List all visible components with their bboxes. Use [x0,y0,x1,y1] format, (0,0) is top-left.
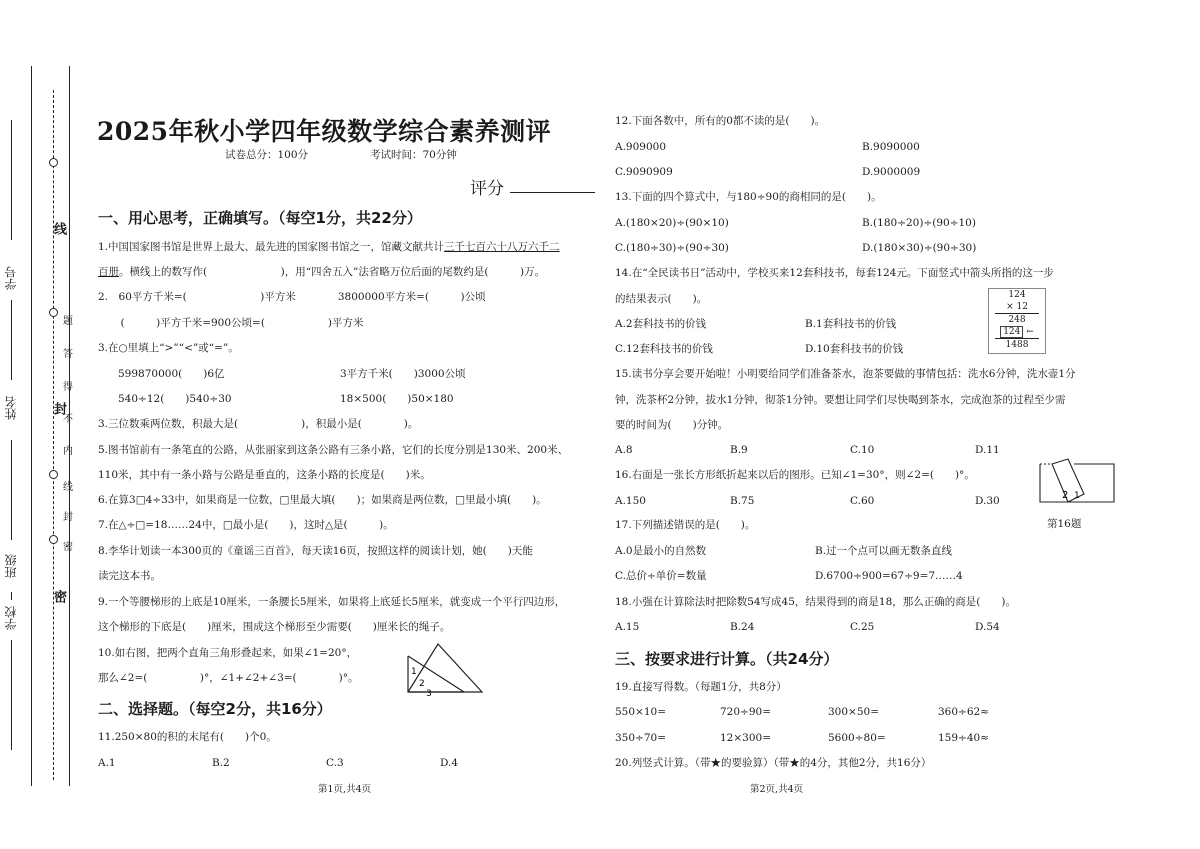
q15-option-a: A.8 [615,444,633,456]
q14-option-b: B.1套科技书的价钱 [805,318,897,330]
q3-item: 540÷12( )540÷30 [118,393,232,405]
q3-item: 599870000( )6亿 [118,368,225,380]
q8-line2: 读完这本书。 [98,570,161,582]
q7-text: 7.在△÷□=18……24中，□最小是( )，这时△是( )。 [98,519,394,531]
side-note: 不 [63,414,73,425]
q17-option-d: D.6700÷900=67÷9=7……4 [815,570,963,582]
q10-triangles-figure [404,640,486,698]
side-note: 答 [63,349,73,360]
q14-option-a: A.2套科技书的价钱 [615,318,707,330]
q14-line2: 的结果表示( )。 [615,293,708,305]
q16-caption: 第16题 [1047,518,1082,530]
svg-text:3: 3 [426,689,432,698]
side-note: 封 [63,512,73,523]
q16-option-b: B.75 [730,495,755,507]
side-note: 内 [63,446,73,457]
q12-text: 12.下面各数中，所有的0都不读的是( )。 [615,115,826,127]
class-label: 班级 [4,554,18,578]
q19-text: 19.直接写得数。（每题1分，共8分） [615,681,787,693]
q10-line1: 10.如右图，把两个直角三角形叠起来，如果∠1=20°， [98,647,358,659]
q5-line2: 110米，其中有一条小路与公路是垂直的，这条小路的长度是( )米。 [98,469,431,481]
q11-option-a: A.1 [98,757,116,769]
q11-option-b: B.2 [212,757,230,769]
q16-option-c: C.60 [850,495,875,507]
name-label: 姓名 [4,396,18,420]
svg-text:1: 1 [1074,491,1080,501]
q1-line2 [98,265,545,279]
q13-text: 13.下面的四个算式中，与180÷90的商相同的是( )。 [615,191,882,203]
q11-option-c: C.3 [326,757,344,769]
q18-option-c: C.25 [850,621,875,633]
q11-option-d: D.4 [440,757,459,769]
q11-text: 11.250×80的积的末尾有( )个0。 [98,731,277,743]
calc-line: 1488 [1005,340,1029,350]
section-3-heading: 三、按要求进行计算。（共24分） [615,650,839,668]
section-1-heading: 一、用心思考，正确填写。（每空1分，共22分） [98,209,422,227]
q15-option-c: C.10 [850,444,875,456]
binding-hole [49,308,58,317]
q8-line1: 8.李华计划读一本300页的《童谣三百首》，每天读16页，按照这样的阅读计划，她( )天能 [98,545,533,557]
q13-option-c: C.(180÷30)÷(90÷30) [615,242,729,254]
q19-item: 550×10= [615,706,666,718]
q9-line2: 这个梯形的下底是( )厘米，围成这个梯形至少需要( )厘米长的绳子。 [98,621,451,633]
student-no-label: 学号 [4,266,18,290]
q1-text-2: 。横线上的数写作( )，用“四舍五入”法省略万位后面的尾数约是( )万。 [119,266,546,278]
svg-text:1: 1 [411,667,417,677]
exam-time: 考试时间：70分钟 [370,149,457,161]
q20-text: 20.列竖式计算。（带★的要验算）（带★的4分，其他2分，共16分） [615,757,932,769]
q9-line1: 9.一个等腰梯形的上底是10厘米，一条腰长5厘米，如果将上底延长5厘米，就变成一个平行四边形， [98,596,566,608]
q1-text: 1.中国国家图书馆是世界上最大、最先进的国家图书馆之一，馆藏文献共计 [98,241,445,253]
q15-option-d: D.11 [975,444,1000,456]
side-note: 线 [63,482,73,493]
q14-option-c: C.12套科技书的价钱 [615,343,713,355]
q5-line1: 5.图书馆前有一条笔直的公路，从张丽家到这条公路有三条小路，它们的长度分别是130米、200米、 [98,444,569,456]
q18-option-b: B.24 [730,621,755,633]
q2-line1: 2. 60平方千米=( )平方米 3800000平方米=( )公顷 [98,291,486,303]
q14-vertical-calculation [988,288,1046,354]
q16-text: 16.右面是一张长方形纸折起来以后的图形。已知∠1=30°，则∠2=( )°。 [615,469,975,481]
q14-line1: 14.在“全民读书日”活动中，学校买来12套科技书，每套124元。下面竖式中箭头所指的这一步 [615,267,1054,279]
svg-text:2: 2 [419,679,425,689]
section-2-heading: 二、选择题。（每空2分，共16分） [98,700,332,718]
calc-line: × 12 [1006,302,1028,312]
q6-text: 6.在算3□4÷33中，如果商是一位数，□里最大填( )；如果商是两位数，□里最小填( )。 [98,494,547,506]
score-blank [510,192,595,193]
q15-option-b: B.9 [730,444,748,456]
q13-option-a: A.(180×20)÷(90×10) [615,217,729,229]
binding-hole [49,470,58,479]
seal-char-feng: 封 [51,402,66,418]
q3-stem: 3.在○里填上“>”“<”或“=”。 [98,342,239,354]
seal-char-mi: 密 [51,590,66,606]
q18-text: 18.小强在计算除法时把除数54写成45，结果得到的商是18，那么正确的商是( )。 [615,596,1016,608]
q10-line2: 那么∠2=( )°，∠1+∠2+∠3=( )°。 [98,672,359,684]
arrow-icon: ← [1026,327,1034,337]
binding-hole [49,535,58,544]
q15-line2: 钟，洗茶杯2分钟，拔水1分钟，彻茶1分钟。要想让同学们尽快喝到茶水，完成泡茶的过程至少需 [615,394,1066,406]
seal-char-xian: 线 [51,222,66,238]
q1-underlined: 三千七百六十八万六千二 [444,241,560,253]
q17-option-a: A.0是最小的自然数 [615,545,707,557]
q2-line2: ( )平方千米=900公顷=( )平方米 [110,317,364,329]
q15-line1: 15.读书分享会要开始啦！小明要给同学们准备茶水，泡茶要做的事情包括：洗水6分钟，洗水壶1分 [615,368,1076,380]
q19-item: 350÷70= [615,732,666,744]
page-title: 2025年秋小学四年级数学综合素养测评 [97,117,552,146]
q16-folded-paper-figure [1038,458,1118,504]
q19-item: 5600÷80= [828,732,886,744]
side-note: 密 [63,542,73,553]
q3-item: 3平方千米( )3000公顷 [340,368,466,380]
q13-option-b: B.(180÷20)÷(90÷10) [862,217,976,229]
q19-item: 360÷62≈ [938,706,989,718]
q1-underlined-2: 百册 [98,266,119,278]
q18-option-a: A.15 [615,621,640,633]
svg-text:2: 2 [1062,490,1069,501]
q15-line3: 要的时间为( )分钟。 [615,419,729,431]
q1-line1 [98,240,560,254]
q19-item: 720÷90= [720,706,771,718]
calc-line-arrow-target: 124 ← [989,326,1045,338]
side-note: 得 [63,382,73,393]
q12-option-b: B.9090000 [862,141,920,153]
q12-option-a: A.909000 [615,141,667,153]
score-label: 评分 [470,179,504,199]
q18-option-d: D.54 [975,621,1000,633]
q17-option-b: B.过一个点可以画无数条直线 [815,545,953,557]
q19-item: 159÷40≈ [938,732,989,744]
total-score: 试卷总分：100分 [225,149,309,161]
side-note: 题 [63,316,73,327]
q19-item: 12×300= [720,732,771,744]
school-label: 学校 [4,606,18,630]
q17-text: 17.下列描述错误的是( )。 [615,519,756,531]
q12-option-d: D.9000009 [862,166,921,178]
q16-option-a: A.150 [615,495,646,507]
q14-option-d: D.10套科技书的价钱 [805,343,904,355]
q13-option-d: D.(180×30)÷(90÷30) [862,242,977,254]
q3-item: 18×500( )50×180 [340,393,454,405]
calc-line: 248 [1008,315,1026,325]
q19-item: 300×50= [828,706,879,718]
q16-option-d: D.30 [975,495,1000,507]
q17-option-c: C.总价÷单价=数量 [615,570,707,582]
calc-line: 124 [1008,290,1026,300]
binding-hole [49,158,58,167]
page-footer-right: 第2页,共4页 [750,784,804,795]
page-footer-left: 第1页,共4页 [318,784,372,795]
q4-text: 3.三位数乘两位数，积最大是( )，积最小是( )。 [98,418,419,430]
q12-option-c: C.9090909 [615,166,673,178]
